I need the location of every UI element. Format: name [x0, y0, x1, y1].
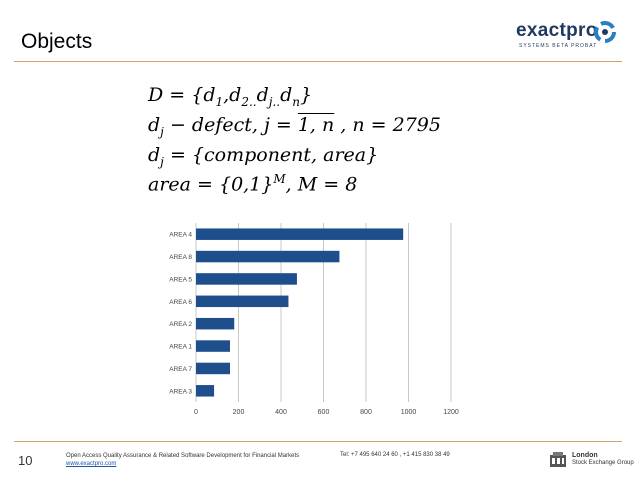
header-divider [14, 61, 622, 62]
category-label: AREA 4 [169, 231, 192, 239]
category-label: AREA 3 [169, 388, 192, 396]
logo-tagline: SYSTEMS BETA PROBAT [519, 43, 598, 49]
bar [196, 385, 214, 397]
area-bar-chart [150, 220, 470, 425]
website-link[interactable]: www.exactpro.com [66, 461, 117, 467]
page-number: 10 [18, 453, 33, 468]
bar [196, 318, 234, 330]
x-tick-label: 1000 [400, 409, 417, 416]
category-label: AREA 5 [169, 276, 192, 284]
logo-wordmark: exactpro [516, 20, 598, 41]
bar [196, 228, 403, 240]
lse-group-label: London Stock Exchange Group [572, 452, 634, 466]
category-label: AREA 2 [169, 321, 192, 329]
bar [196, 363, 230, 375]
x-tick-label: 200 [232, 409, 245, 416]
category-label: AREA 1 [169, 343, 192, 351]
x-tick-label: 1200 [443, 409, 459, 416]
category-label: AREA 7 [169, 365, 192, 373]
category-label: AREA 8 [169, 254, 192, 262]
x-tick-label: 0 [194, 409, 198, 416]
bar [196, 340, 230, 352]
formula-defect-count: $d_j$ − defect, j = 1, n , n = 2795 [148, 114, 441, 139]
bar [196, 296, 288, 308]
bar [196, 273, 297, 285]
bar [196, 251, 339, 263]
formula-defect-structure: $d_j$ = {component, area} [148, 144, 379, 169]
exactpro-mark-icon [594, 20, 616, 44]
x-tick-label: 600 [317, 409, 330, 416]
footer-phone: Tel: +7 495 640 24 60 , +1 415 830 38 49 [340, 452, 450, 458]
x-tick-label: 800 [360, 409, 372, 416]
category-label: AREA 6 [169, 298, 192, 306]
formula-set-definition: $D = \{d_1,d_{2..}d_{j..}d_n\}$ [148, 84, 313, 109]
footer-description: Open Access Quality Assurance & Related Software Development for Financial Markets www.exactpro.com [66, 453, 300, 467]
footer-divider [14, 441, 622, 442]
formula-area-space: area = $\{0,1\}^M$, M = 8 [148, 172, 358, 196]
slide-title: Objects [21, 30, 93, 53]
exactpro-logo [516, 20, 616, 50]
lse-crest-icon [548, 451, 568, 469]
x-tick-label: 400 [275, 409, 287, 416]
